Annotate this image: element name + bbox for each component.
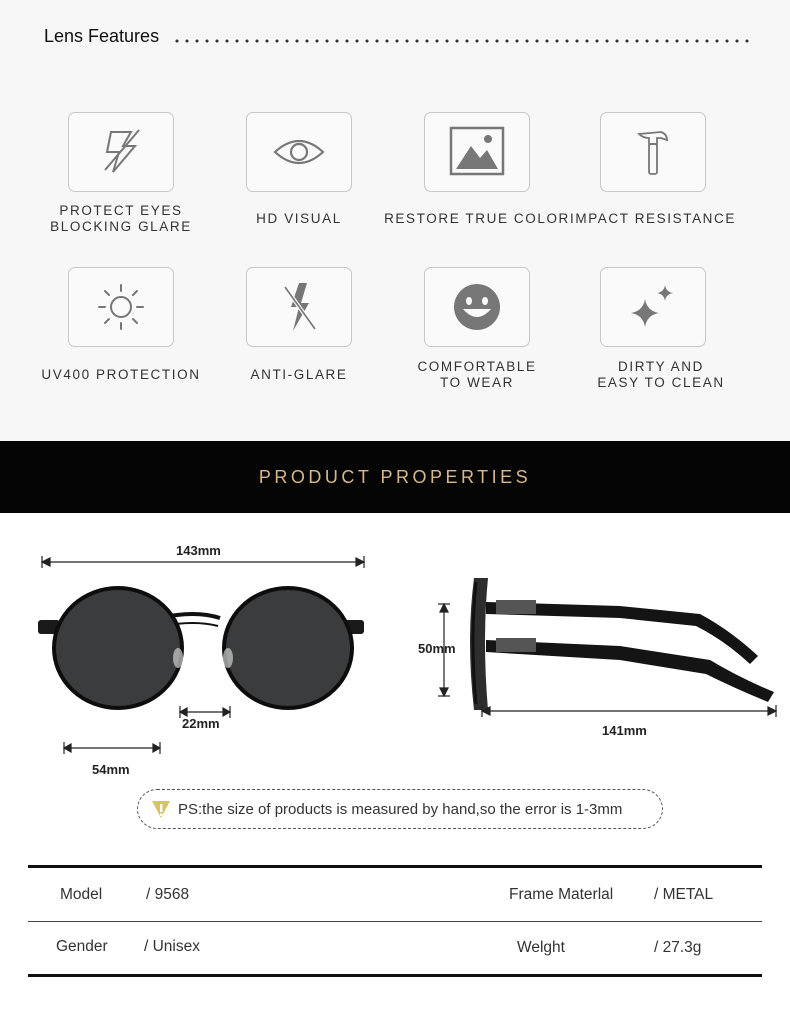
anti-glare-icon <box>269 277 329 337</box>
dotted-divider <box>172 38 752 44</box>
feature-label: PROTECT EYES BLOCKING GLARE <box>50 203 192 234</box>
side-view-diagram <box>430 570 785 730</box>
feature-true-color <box>424 112 530 192</box>
measurement-note <box>137 789 663 829</box>
feature-label: UV400 PROTECTION <box>41 367 201 382</box>
frame-width-label: 143mm <box>176 543 221 558</box>
hammer-icon <box>623 122 683 182</box>
feature-label: DIRTY AND EASY TO CLEAN <box>597 359 725 390</box>
table-bottom-border <box>28 974 762 977</box>
lightning-icon <box>91 122 151 182</box>
feature-label: IMPACT RESISTANCE <box>570 211 736 226</box>
feature-label: COMFORTABLE TO WEAR <box>417 359 537 390</box>
frame-material-value: / METAL <box>654 886 714 903</box>
feature-anti-glare <box>246 267 352 347</box>
weight-value: / 27.3g <box>654 939 702 956</box>
feature-uv400 <box>68 267 174 347</box>
sparkle-icon <box>623 277 683 337</box>
gender-value: / Unisex <box>144 938 200 955</box>
feature-label: HD VISUAL <box>256 211 342 226</box>
feature-protect-eyes <box>68 112 174 192</box>
note-text: PS:the size of products is measured by hand,so the error is 1-3mm <box>178 800 623 818</box>
sun-icon <box>91 277 151 337</box>
feature-impact <box>600 112 706 192</box>
front-view-diagram <box>30 540 380 770</box>
warning-icon <box>150 798 172 820</box>
feature-label: RESTORE TRUE COLOR <box>384 211 570 226</box>
table-divider <box>28 921 762 922</box>
temple-length-label: 141mm <box>602 723 647 738</box>
table-top-border <box>28 865 762 868</box>
picture-icon <box>447 122 507 182</box>
feature-label: ANTI-GLARE <box>250 367 348 382</box>
feature-easy-clean <box>600 267 706 347</box>
bridge-width-label: 22mm <box>182 716 220 731</box>
model-value: / 9568 <box>146 886 190 903</box>
product-properties-band <box>0 441 790 513</box>
model-label: Model <box>60 886 103 903</box>
eye-icon <box>269 122 329 182</box>
smiley-icon <box>447 277 507 337</box>
feature-comfortable <box>424 267 530 347</box>
product-properties-title: PRODUCT PROPERTIES <box>258 467 532 487</box>
gender-label: Gender <box>56 938 108 955</box>
weight-label: Welght <box>517 939 565 956</box>
lens-features-title: Lens Features <box>44 26 160 46</box>
lens-height-label: 50mm <box>418 641 456 656</box>
frame-material-label: Frame Materlal <box>509 886 614 903</box>
feature-hd-visual <box>246 112 352 192</box>
lens-width-label: 54mm <box>92 762 130 777</box>
